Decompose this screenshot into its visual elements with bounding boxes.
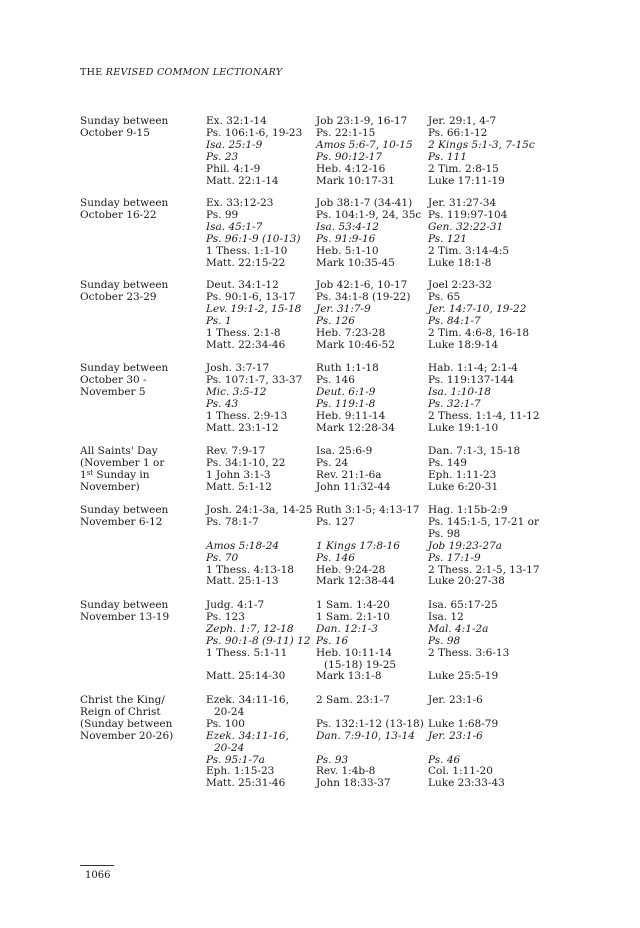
reading-line: Ps. 90:1-8 (9-11) 12 xyxy=(206,634,311,647)
reading-line: Phil. 4:1-9 xyxy=(206,162,261,175)
reading-line: Ps. 127 xyxy=(316,515,355,528)
readings-year-c xyxy=(428,280,558,351)
day-label xyxy=(80,505,200,529)
reading-line: Ps. 146 xyxy=(316,551,355,564)
reading-line: Heb. 7:23-28 xyxy=(316,326,386,339)
reading-line: Ps. 119:97-104 xyxy=(428,208,508,221)
reading-line: Ps. 145:1-5, 17-21 or xyxy=(428,515,539,528)
reading-line: 1 Thess. 2:9-13 xyxy=(206,409,288,422)
reading-line: Ps. 24 xyxy=(316,456,349,469)
reading-line: Ps. 132:1-12 (13-18) xyxy=(316,717,424,730)
readings-year-b xyxy=(316,505,424,588)
reading-line: (15-18) 19-25 xyxy=(324,658,397,671)
reading-line: Zeph. 1:7, 12-18 xyxy=(206,622,294,635)
reading-line xyxy=(316,529,424,541)
reading-line: 2 Tim. 3:14-4:5 xyxy=(428,244,510,257)
reading-line: Mark 10:17-31 xyxy=(316,174,395,187)
reading-line: 2 Tim. 2:8-15 xyxy=(428,162,499,175)
reading-line: Mic. 3:5-12 xyxy=(206,385,267,398)
reading-line: Dan. 7:1-3, 15-18 xyxy=(428,445,521,457)
reading-line: Ps. 34:1-8 (19-22) xyxy=(316,290,411,303)
reading-line: Sunday between xyxy=(80,362,169,374)
reading-line: 1 Sam. 2:1-10 xyxy=(316,610,390,623)
reading-line: Ps. 65 xyxy=(428,290,461,303)
reading-line: Jer. 31:7-9 xyxy=(316,302,371,315)
reading-line: Ps. 99 xyxy=(206,208,239,221)
reading-line: November 5 xyxy=(80,385,146,398)
reading-line xyxy=(316,743,424,755)
readings-year-c xyxy=(428,198,558,269)
reading-line: Col. 1:11-20 xyxy=(428,765,493,778)
reading-line: Lev. 19:1-2, 15-18 xyxy=(206,302,302,315)
reading-line: Jer. 23:1-6 xyxy=(428,694,483,706)
reading-line: Ps. 1 xyxy=(206,314,232,327)
reading-line: Luke 6:20-31 xyxy=(428,480,499,493)
reading-line: John 11:32-44 xyxy=(316,480,391,493)
reading-line: Ps. 93 xyxy=(316,753,349,766)
reading-line: 2 Sam. 23:1-7 xyxy=(316,694,390,706)
reading-line: Isa. 12 xyxy=(428,610,464,623)
reading-line: 2 Thess. 3:6-13 xyxy=(428,646,510,659)
reading-line: Rev. 7:9-17 xyxy=(206,445,266,457)
reading-line: Sunday between xyxy=(80,279,169,291)
day-label xyxy=(80,446,200,494)
reading-line: Matt. 25:1-13 xyxy=(206,575,279,588)
reading-line: Mark 12:38-44 xyxy=(316,575,395,588)
reading-line: Heb. 5:1-10 xyxy=(316,244,379,257)
reading-line: 1 Sam. 1:4-20 xyxy=(316,599,390,611)
reading-line: Ps. 126 xyxy=(316,314,355,327)
reading-line: Mal. 4:1-2a xyxy=(428,622,489,635)
reading-line: Joel 2:23-32 xyxy=(428,279,492,291)
reading-line: Ps. 119:137-144 xyxy=(428,373,515,386)
reading-line: Isa. 53:4-12 xyxy=(316,220,379,233)
readings-year-a xyxy=(206,446,312,494)
reading-line: November) xyxy=(80,480,140,493)
reading-line: Matt. 5:1-12 xyxy=(206,480,272,493)
readings-year-a xyxy=(206,695,312,790)
reading-line: Ps. 46 xyxy=(428,753,461,766)
reading-line: November 13-19 xyxy=(80,610,170,623)
readings-year-a xyxy=(206,363,312,434)
reading-line: Eph. 1:11-23 xyxy=(428,468,497,481)
reading-line xyxy=(428,707,558,719)
readings-year-b xyxy=(316,280,424,351)
reading-line: Isa. 65:17-25 xyxy=(428,599,498,611)
reading-line: Job 42:1-6, 10-17 xyxy=(316,279,408,291)
reading-line: October 16-22 xyxy=(80,208,157,221)
reading-line: Ps. 17:1-9 xyxy=(428,551,481,564)
reading-line: 1 Thess. 1:1-10 xyxy=(206,244,288,257)
reading-line: November 6-12 xyxy=(80,515,163,528)
reading-line: Ps. 78:1-7 xyxy=(206,515,259,528)
reading-line: Jer. 14:7-10, 19-22 xyxy=(428,302,527,315)
reading-line: 1st Sunday in xyxy=(80,468,150,481)
readings-year-a xyxy=(206,505,312,588)
readings-year-a xyxy=(206,280,312,351)
reading-line: Ps. 121 xyxy=(428,232,467,245)
reading-line: Rev. 1:4b-8 xyxy=(316,765,376,778)
reading-line: 2 Thess. 1:1-4, 11-12 xyxy=(428,409,540,422)
reading-line: Ps. 91:9-16 xyxy=(316,232,376,245)
readings-year-c xyxy=(428,446,558,494)
reading-line: Isa. 1:10-18 xyxy=(428,385,491,398)
readings-year-c xyxy=(428,116,558,187)
reading-line: Ps. 98 xyxy=(428,634,461,647)
reading-line: Ps. 100 xyxy=(206,717,245,730)
reading-line: Isa. 25:1-9 xyxy=(206,138,263,151)
reading-line: Matt. 22:15-22 xyxy=(206,256,286,269)
readings-year-c xyxy=(428,600,558,683)
reading-line: Ps. 16 xyxy=(316,634,349,647)
reading-line: Luke 19:1-10 xyxy=(428,421,499,434)
reading-line: Ps. 34:1-10, 22 xyxy=(206,456,286,469)
reading-line: 1 Thess. 2:1-8 xyxy=(206,326,281,339)
reading-line: Heb. 9:11-14 xyxy=(316,409,386,422)
footer-rule xyxy=(80,865,114,866)
reading-line: 2 Kings 5:1-3, 7-15c xyxy=(428,138,535,151)
reading-line: Ps. 96:1-9 (10-13) xyxy=(206,232,301,245)
reading-line: Josh. 24:1-3a, 14-25 xyxy=(206,504,313,516)
reading-line: Ruth 1:1-18 xyxy=(316,362,379,374)
reading-line: Matt. 22:34-46 xyxy=(206,338,286,351)
reading-line: Luke 1:68-79 xyxy=(428,717,499,730)
reading-line: Josh. 3:7-17 xyxy=(206,362,270,374)
running-head-prefix: THE xyxy=(80,67,106,78)
readings-year-a xyxy=(206,116,312,187)
readings-year-c xyxy=(428,695,558,790)
reading-line: Ps. 70 xyxy=(206,551,239,564)
reading-line: Luke 20:27-38 xyxy=(428,575,505,588)
readings-year-c xyxy=(428,363,558,434)
reading-line: Mark 10:35-45 xyxy=(316,256,395,269)
reading-line: Mark 13:1-8 xyxy=(316,670,382,683)
day-label xyxy=(80,363,200,399)
reading-line: Ezek. 34:11-16, xyxy=(206,729,289,742)
reading-line: Luke 25:5-19 xyxy=(428,670,499,683)
day-label xyxy=(80,600,200,624)
readings-year-b xyxy=(316,600,424,683)
reading-line: Ps. 107:1-7, 33-37 xyxy=(206,373,303,386)
reading-line: Sunday between xyxy=(80,115,169,127)
reading-line: Amos 5:6-7, 10-15 xyxy=(316,138,413,151)
reading-line: Isa. 45:1-7 xyxy=(206,220,263,233)
reading-line: Heb. 9:24-28 xyxy=(316,563,386,576)
readings-year-b xyxy=(316,363,424,434)
reading-line: Hag. 1:15b-2:9 xyxy=(428,504,508,516)
reading-line: 20-24 xyxy=(214,705,245,718)
reading-line: Ezek. 34:11-16, xyxy=(206,694,289,706)
reading-line: Judg. 4:1-7 xyxy=(206,599,265,611)
reading-line: Christ the King/ xyxy=(80,694,165,706)
readings-year-b xyxy=(316,116,424,187)
reading-line: October 30 - xyxy=(80,373,147,386)
reading-line: Hab. 1:1-4; 2:1-4 xyxy=(428,362,518,374)
reading-line: Jer. 29:1, 4-7 xyxy=(428,115,497,127)
reading-line: October 23-29 xyxy=(80,290,157,303)
reading-line: 2 Tim. 4:6-8, 16-18 xyxy=(428,326,530,339)
reading-line: (Sunday between xyxy=(80,717,173,730)
reading-line: All Saints' Day xyxy=(80,445,158,457)
reading-line: 1 Kings 17:8-16 xyxy=(316,539,400,552)
day-label xyxy=(80,198,200,222)
page-number: 1066 xyxy=(85,870,111,881)
reading-line: Sunday between xyxy=(80,599,169,611)
reading-line: Matt. 23:1-12 xyxy=(206,421,279,434)
reading-line: Ps. 22:1-15 xyxy=(316,126,376,139)
readings-year-b xyxy=(316,695,424,790)
reading-line: Ps. 146 xyxy=(316,373,355,386)
reading-line: Ruth 3:1-5; 4:13-17 xyxy=(316,504,420,516)
readings-year-a xyxy=(206,600,312,683)
day-label xyxy=(80,695,200,743)
reading-line: Ps. 90:12-17 xyxy=(316,150,383,163)
reading-line: Gen. 32:22-31 xyxy=(428,220,504,233)
reading-line: Mark 12:28-34 xyxy=(316,421,395,434)
reading-line: Isa. 25:6-9 xyxy=(316,445,373,457)
reading-line: Dan. 7:9-10, 13-14 xyxy=(316,729,415,742)
readings-year-b xyxy=(316,446,424,494)
readings-year-b xyxy=(316,198,424,269)
reading-line: Ps. 32:1-7 xyxy=(428,397,481,410)
reading-line: Ps. 43 xyxy=(206,397,239,410)
reading-line xyxy=(206,529,312,541)
reading-line: Jer. 23:1-6 xyxy=(428,729,483,742)
reading-line: Ex. 33:12-23 xyxy=(206,197,274,209)
reading-line: Ps. 66:1-12 xyxy=(428,126,488,139)
reading-line: Ps. 123 xyxy=(206,610,245,623)
reading-line: Eph. 1:15-23 xyxy=(206,765,275,778)
running-head xyxy=(80,67,282,78)
reading-line: Ps. 106:1-6, 19-23 xyxy=(206,126,303,139)
reading-line: Matt. 25:31-46 xyxy=(206,777,286,790)
reading-line: 20-24 xyxy=(214,741,245,754)
reading-line: Ps. 111 xyxy=(428,150,467,163)
reading-line: Dan. 12:1-3 xyxy=(316,622,378,635)
reading-line xyxy=(428,743,558,755)
reading-line: Job 23:1-9, 16-17 xyxy=(316,115,408,127)
reading-line: 1 John 3:1-3 xyxy=(206,468,271,481)
reading-line: November 20-26) xyxy=(80,729,174,742)
reading-line: Mark 10:46-52 xyxy=(316,338,395,351)
reading-line: Heb. 4:12-16 xyxy=(316,162,386,175)
reading-line: Job 19:23-27a xyxy=(428,539,503,552)
reading-line: Ps. 90:1-6, 13-17 xyxy=(206,290,296,303)
readings-year-a xyxy=(206,198,312,269)
reading-line: Rev. 21:1-6a xyxy=(316,468,382,481)
reading-line: Matt. 25:14-30 xyxy=(206,670,286,683)
reading-line: 1 Thess. 4:13-18 xyxy=(206,563,294,576)
reading-line: Sunday between xyxy=(80,197,169,209)
reading-line: Luke 18:9-14 xyxy=(428,338,499,351)
reading-line: Job 38:1-7 (34-41) xyxy=(316,197,413,209)
reading-line: Ps. 84:1-7 xyxy=(428,314,481,327)
reading-line: Sunday between xyxy=(80,504,169,516)
reading-line: Ps. 104:1-9, 24, 35c xyxy=(316,208,422,221)
reading-line: Luke 23:33-43 xyxy=(428,777,505,790)
reading-line: Reign of Christ xyxy=(80,705,161,718)
day-label xyxy=(80,280,200,304)
reading-line: Heb. 10:11-14 xyxy=(316,646,392,659)
reading-line: Luke 18:1-8 xyxy=(428,256,492,269)
reading-line: 2 Thess. 2:1-5, 13-17 xyxy=(428,563,540,576)
reading-line: 1 Thess. 5:1-11 xyxy=(206,646,288,659)
reading-line: Luke 17:11-19 xyxy=(428,174,505,187)
reading-line: Ps. 98 xyxy=(428,527,461,540)
reading-line: Jer. 31:27-34 xyxy=(428,197,497,209)
reading-line: Ex. 32:1-14 xyxy=(206,115,267,127)
reading-line: Ps. 119:1-8 xyxy=(316,397,376,410)
reading-line: Deut. 34:1-12 xyxy=(206,279,279,291)
reading-line xyxy=(316,707,424,719)
reading-line: Deut. 6:1-9 xyxy=(316,385,376,398)
reading-line: Amos 5:18-24 xyxy=(206,539,280,552)
readings-year-c xyxy=(428,505,558,588)
reading-line: Ps. 95:1-7a xyxy=(206,753,265,766)
day-label xyxy=(80,116,200,140)
reading-line: John 18:33-37 xyxy=(316,777,391,790)
running-head-title: REVISED COMMON LECTIONARY xyxy=(105,67,283,78)
reading-line: Ps. 23 xyxy=(206,150,239,163)
reading-line: October 9-15 xyxy=(80,126,150,139)
reading-line: Matt. 22:1-14 xyxy=(206,174,279,187)
reading-line: (November 1 or xyxy=(80,456,165,469)
reading-line: Ps. 149 xyxy=(428,456,467,469)
